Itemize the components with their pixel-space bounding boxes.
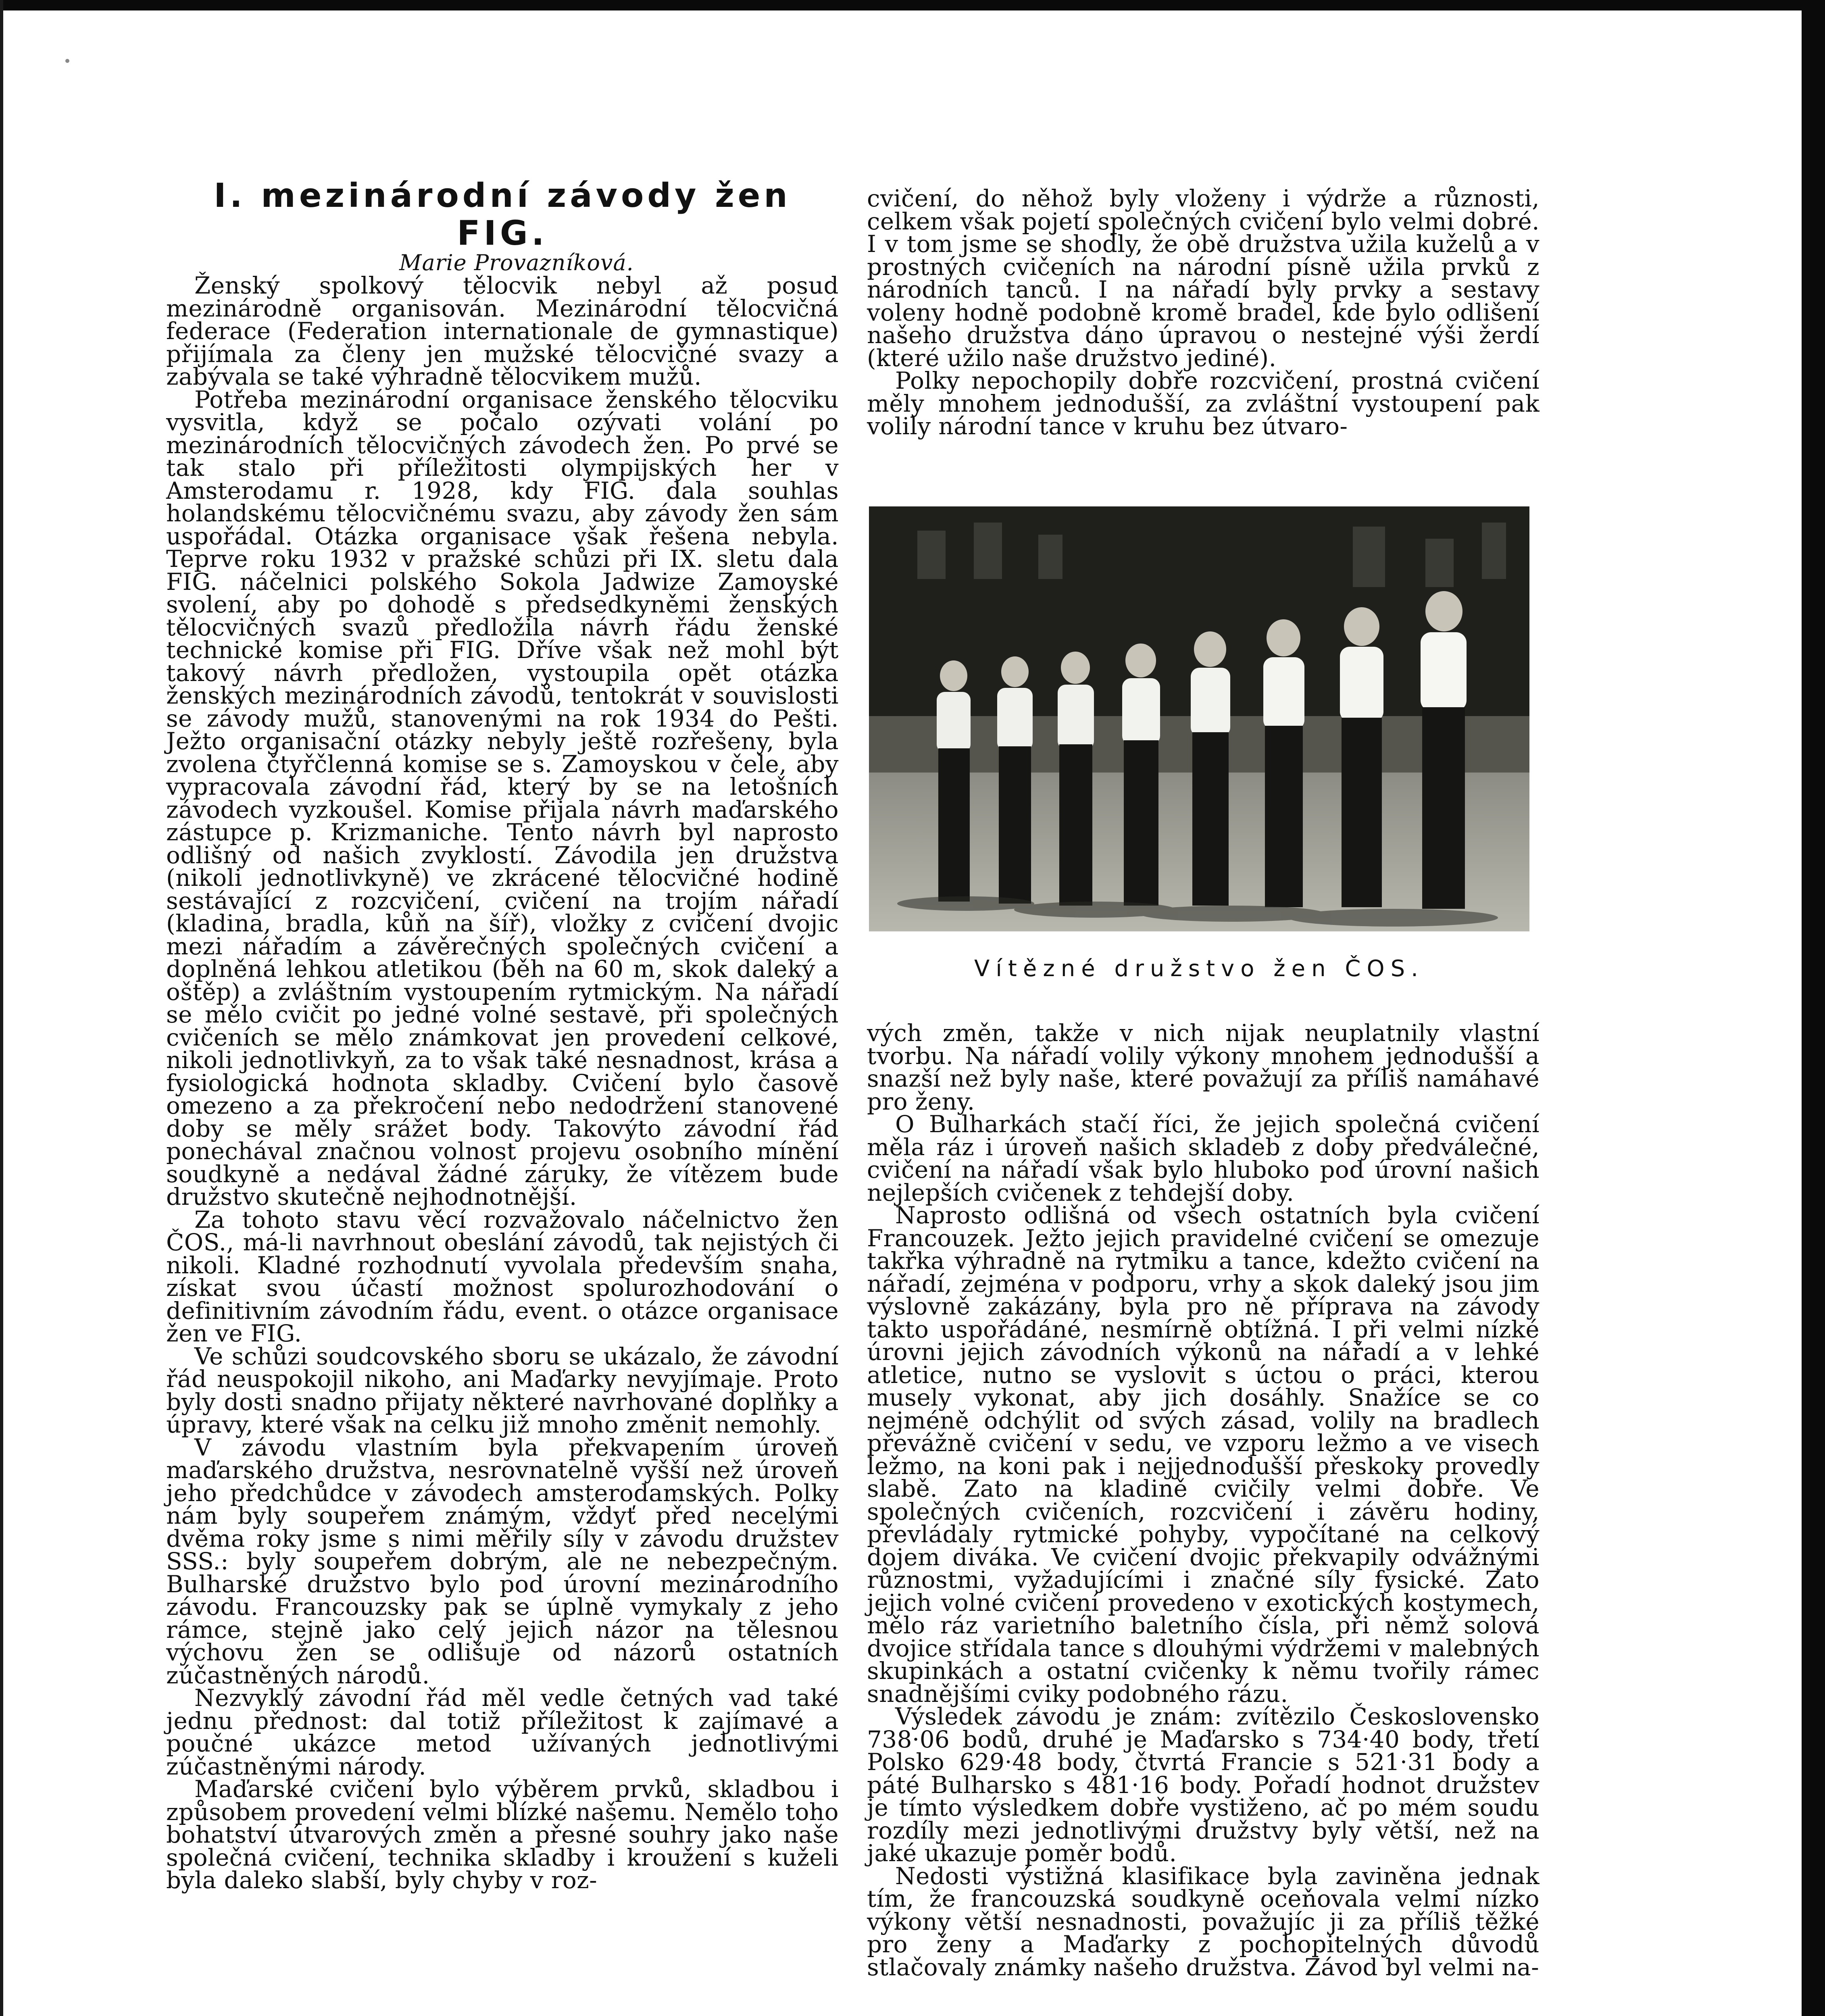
paragraph: Maďarské cvičení bylo výběrem prvků, skladbou i způsobem provedení velmi blízké našemu. Nemělo toho bohatství útvarových změn a přesné souhry jako naše společná cvičení, technika skladby i kroužení s kuželi byla daleko slabší, byly chyby v roz-: [166, 1775, 839, 1894]
article-author: Marie Provazníková.: [399, 250, 634, 275]
article-title-line2: FIG.: [457, 213, 548, 253]
paragraph: O Bulharkách stačí říci, že jejich společná cvičení měla ráz i úroveň našich skladeb z doby předválečné, cvičení na nářadí však bylo hluboko pod úrovní našich nejlepších cvičenek z tehdejší doby.: [867, 1110, 1540, 1206]
paragraph: V závodu vlastním byla překvapením úroveň maďarského družstva, nesrovnatelně vyšší než úroveň jeho předchůdce v závodech amsterodamských. Polky nám byly soupeřem známým, vždyť před necelými dvěma roky jsme s nimi měřily síly v závodu družstev SSS.: byly soupeřem dobrým, ale ne nebezpečným. Bulharské družstvo bylo pod úrovní mezinárodního závodu. Francouzsky pak se úplně vymykaly z jeho rámce, stejně jako celý jejich názor na tělesnou výchovu žen se odlišuje od názorů ostatních zúčastněných národů.: [166, 1433, 839, 1689]
team-photo-illustration: [869, 506, 1529, 931]
right-column-bottom: [867, 1019, 1540, 1981]
article-title-line1: I. mezinárodní závody žen: [214, 177, 791, 215]
paragraph: Výsledek závodu je znám: zvítězilo Československo 738·06 bodů, druhé je Maďarsko s 734·40 body, třetí Polsko 629·48 body, čtvrtá Francie s 521·31 body a páté Bulharsko s 481·16 body. Pořadí hodnot družstev je tímto výsledkem dobře vystiženo, ač po mém soudu rozdíly mezi jednotlivými družstvy byly větší, než na jaké ukazuje poměr bodů.: [867, 1703, 1540, 1867]
paragraph: vých změn, takže v nich nijak neuplatnily vlastní tvorbu. Na nářadí volily výkony mnohem jednodušší a snazší než byly naše, které považují za příliš namáhavé pro ženy.: [867, 1019, 1540, 1115]
paragraph: Ženský spolkový tělocvik nebyl až posud mezinárodně organisován. Mezinárodní tělocvičná federace (Federation internationale de gymnastique) přijímala za členy jen mužské tělocvičné svazy a zabývala se také výhradně tělocvikem mužů.: [166, 272, 839, 390]
paragraph: Polky nepochopily dobře rozcvičení, prostná cvičení měly mnohem jednodušší, za zvláštní vystoupení pak volily národní tance v kruhu bez útvaro-: [867, 367, 1540, 440]
article-title: [166, 177, 839, 252]
photo-caption: Vítězné družstvo žen ČOS.: [974, 956, 1424, 982]
paragraph: cvičení, do něhož byly vloženy i výdrže a různosti, celkem však pojetí společných cvičení bylo velmi dobré. I v tom jsme se shodly, že obě družstva užila kuželů a v prostných cvičeních na národní písně užila prvků z národních tanců. I na nářadí byly prvky a sestavy voleny hodně podobně kromě bradel, kde bylo odlišení našeho družstva dáno úpravou o nestejné výši žerdí (které užilo naše družstvo jediné).: [867, 185, 1540, 372]
paragraph: Za tohoto stavu věcí rozvažovalo náčelnictvo žen ČOS., má-li navrhnout obeslání závodů, tak nejistých či nikoli. Kladné rozhodnutí vyvolala především snaha, získat svou účastí možnost spolurozhodování o definitivním závodním řádu, event. o otázce organisace žen ve FIG.: [166, 1206, 839, 1347]
paragraph: Potřeba mezinárodní organisace ženského tělocviku vysvitla, když se počalo ozývati volání po mezinárodních tělocvičných závodech žen. Po prvé se tak stalo při příležitosti olympijských her v Amsterodamu r. 1928, kdy FIG. dala souhlas holandskému tělocvičnému svazu, aby závody žen sám uspořádal. Otázka organisace však řešena nebyla. Teprve roku 1932 v pražské schůzi při IX. sletu dala FIG. náčelnici polského Sokola Jadwize Zamoyské svolení, aby po dohodě s předsedkyněmi ženských tělocvičných svazů předložila návrh řádu ženské technické komise při FIG. Dříve však než mohl být takový návrh předložen, vystoupila opět otázka ženských mezinárodních závodů, tentokrát v souvislosti se závody mužů, stanovenými na rok 1934 do Pešti. Ježto organisační otázky nebyly ještě rozřešeny, byla zvolena čtyřčlenná komise se s. Zamoyskou v čele, aby vypracovala závodní řád, který by se na letošních závodech vyzkoušel. Komise přijala návrh maďarského zástupce p. Krizmaniche. Tento návrh byl naprosto odlišný od našich zvyklostí. Závodila jen družstva (nikoli jednotlivkyně) ve zkrácené tělocvičné hodině sestávající z rozcvičení, cvičení na trojím nářadí (kladina, bradla, kůň na šíř), vložky z cvičení dvojic mezi nářadím a závěrečných společných cvičení a doplněná lehkou atletikou (běh na 60 m, skok daleký a oštěp) a zvláštním vystoupením rytmickým. Na nářadí se mělo cvičit po jedné volné sestavě, při společných cvičeních se mělo známkovat jen provedení celkové, nikoli jednotlivkyň, za to však také nesnadnost, krása a fysiologická hodnota skladby. Cvičení bylo časově omezeno a za překročení nebo nedodržení stanovené doby se měly srážet body. Takovýto závodní řád ponechával značnou volnost projevu osobního mínění soudkyně a nedával žádné záruky, že vítězem bude družstvo skutečně nejhodnotnější.: [166, 385, 839, 1210]
paragraph: Nedosti výstižná klasifikace byla zaviněna jednak tím, že francouzská soudkyně oceňovala velmi nízko výkony větší nesnadnosti, považujíc ji za příliš těžké pro ženy a Maďarky z pochopitelných důvodů stlačovaly známky našeho družstva. Závod byl velmi na-: [867, 1862, 1540, 1981]
paragraph: Nezvyklý závodní řád měl vedle četných vad také jednu přednost: dal totiž příležitost k zajímavé a poučné ukázce metod užívaných jednotlivými zúčastněnými národy.: [166, 1684, 839, 1780]
paragraph: Ve schůzi soudcovského sboru se ukázalo, že závodní řád neuspokojil nikoho, ani Maďarky nevyjímaje. Proto byly dosti snadno přijaty některé navrhované doplňky a úpravy, které však na celku již mnoho změnit nemohly.: [166, 1342, 839, 1438]
team-photo: [869, 506, 1529, 931]
left-column: [166, 177, 839, 1892]
paragraph: Naprosto odlišná od všech ostatních byla cvičení Francouzek. Ježto jejich pravidelné cvičení se omezuje takřka výhradně na rytmiku a tance, kdežto cvičení na nářadí, zejména v podporu, vrhy a skok daleký jsou jim výslovně zakázány, byla pro ně příprava na závody takto uspořádáné, nesmírně obtížná. I při velmi nízké úrovni jejich závodních výkonů na nářadí a v lehké atletice, nutno se vyslovit s úctou o práci, kterou musely vykonat, aby jich dosáhly. Snažíce se co nejméně odchýlit od svých zásad, volily na bradlech převážně cvičení v sedu, ve vzporu ležmo a ve visech ležmo, na koni pak i nejjednodušší přeskoky provedly slabě. Zato na kladině cvičily velmi dobře. Ve společných cvičeních, rozcvičení i závěru hodiny, převládaly rytmické pohyby, vypočítané na celkový dojem diváka. Ve cvičení dvojic překvapily odvážnými různostmi, vyžadujícími i značné síly fysické. Zato jejich volné cvičení provedeno v exotických kostymech, mělo ráz varietního baletního čísla, při němž solová dvojice střídala tance s dlouhými výdržemi v malebných skupinkách a ostatní cvičenky k němu tvořily rámec snadnějšími cviky podobného rázu.: [867, 1202, 1540, 1708]
right-column-top: [867, 187, 1540, 438]
